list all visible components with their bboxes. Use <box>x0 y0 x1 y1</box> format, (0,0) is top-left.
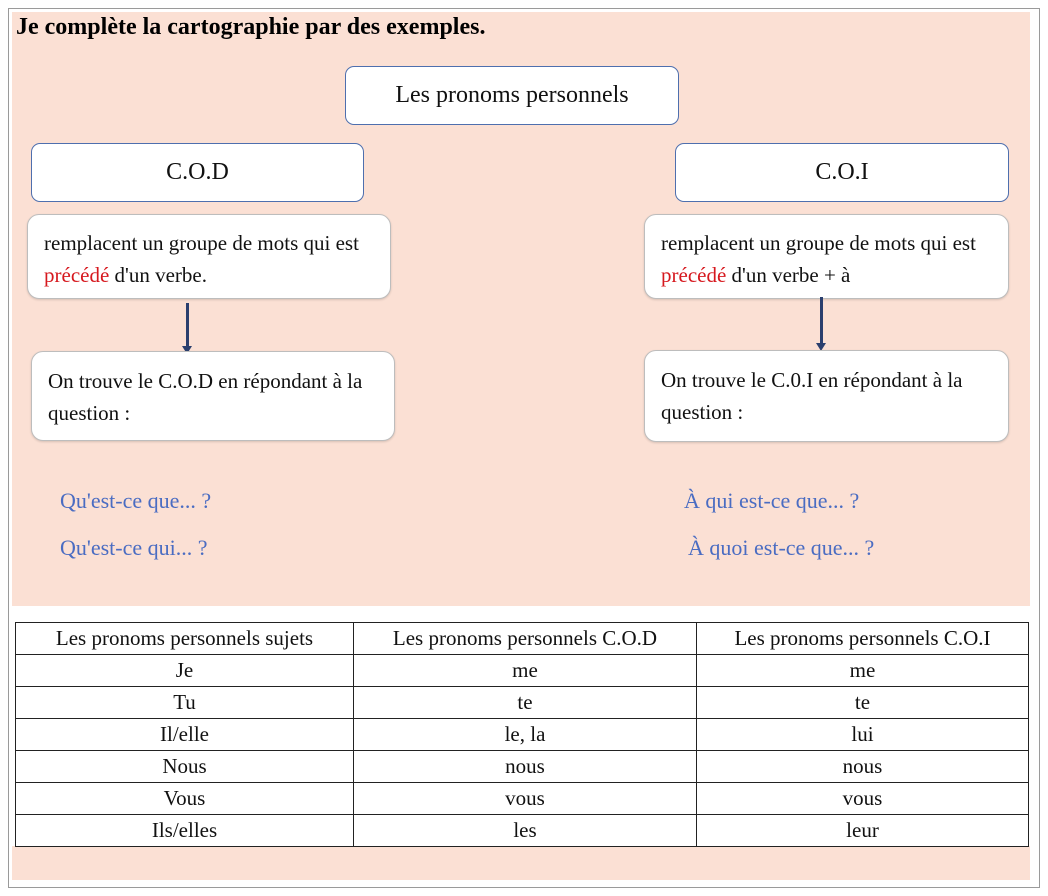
subject-cell: Il/elle <box>16 719 354 751</box>
pronouns-table <box>15 622 1029 847</box>
bottom-band <box>12 846 1030 880</box>
cod-question-2: Qu'est-ce qui... ? <box>60 535 208 560</box>
table-row <box>16 719 1029 751</box>
header-coi: Les pronoms personnels C.O.I <box>697 623 1029 655</box>
subject-cell: Ils/elles <box>16 815 354 847</box>
table-row <box>16 783 1029 815</box>
coi-question-2: À quoi est-ce que... ? <box>688 535 875 560</box>
coi-definition-text: remplacent un groupe de mots qui est <box>661 231 976 255</box>
coi-question-1: À qui est-ce que... ? <box>684 488 860 513</box>
coi-arrow <box>820 297 823 344</box>
cod-title: C.O.D <box>166 159 229 185</box>
table-header-row <box>16 623 1029 655</box>
cod-cell: les <box>354 815 697 847</box>
coi-cell: lui <box>697 719 1029 751</box>
coi-definition-box <box>644 214 1009 299</box>
cod-question-1: Qu'est-ce que... ? <box>60 488 212 513</box>
coi-cell: vous <box>697 783 1029 815</box>
coi-title-box <box>675 143 1009 202</box>
cod-title-box <box>31 143 364 202</box>
cod-definition-box <box>27 214 391 299</box>
table-row <box>16 655 1029 687</box>
cod-definition-text: remplacent un groupe de mots qui est <box>44 231 359 255</box>
cod-find-text: On trouve le C.O.D en répondant à la question : <box>48 369 363 425</box>
cod-cell: te <box>354 687 697 719</box>
coi-cell: nous <box>697 751 1029 783</box>
coi-cell: leur <box>697 815 1029 847</box>
coi-cell: te <box>697 687 1029 719</box>
table-row <box>16 687 1029 719</box>
root-box <box>345 66 679 125</box>
subject-cell: Vous <box>16 783 354 815</box>
coi-cell: me <box>697 655 1029 687</box>
coi-definition-end: d'un verbe + à <box>726 263 851 287</box>
table-row <box>16 751 1029 783</box>
header-subject: Les pronoms personnels sujets <box>16 623 354 655</box>
header-cod: Les pronoms personnels C.O.D <box>354 623 697 655</box>
cod-definition-highlight: précédé <box>44 263 110 287</box>
cod-cell: me <box>354 655 697 687</box>
page-heading: Je complète la cartographie par des exemples. <box>16 14 486 40</box>
subject-cell: Nous <box>16 751 354 783</box>
cod-definition-end: d'un verbe. <box>109 263 207 287</box>
cod-arrow <box>186 303 189 347</box>
coi-find-text: On trouve le C.0.I en répondant à la question : <box>661 368 963 424</box>
cod-cell: nous <box>354 751 697 783</box>
coi-find-box <box>644 350 1009 442</box>
cod-cell: vous <box>354 783 697 815</box>
root-box-label: Les pronoms personnels <box>395 82 629 108</box>
table-row <box>16 815 1029 847</box>
cod-find-box <box>31 351 395 441</box>
subject-cell: Tu <box>16 687 354 719</box>
coi-definition-highlight: précédé <box>661 263 727 287</box>
coi-title: C.O.I <box>815 159 869 185</box>
cod-cell: le, la <box>354 719 697 751</box>
subject-cell: Je <box>16 655 354 687</box>
